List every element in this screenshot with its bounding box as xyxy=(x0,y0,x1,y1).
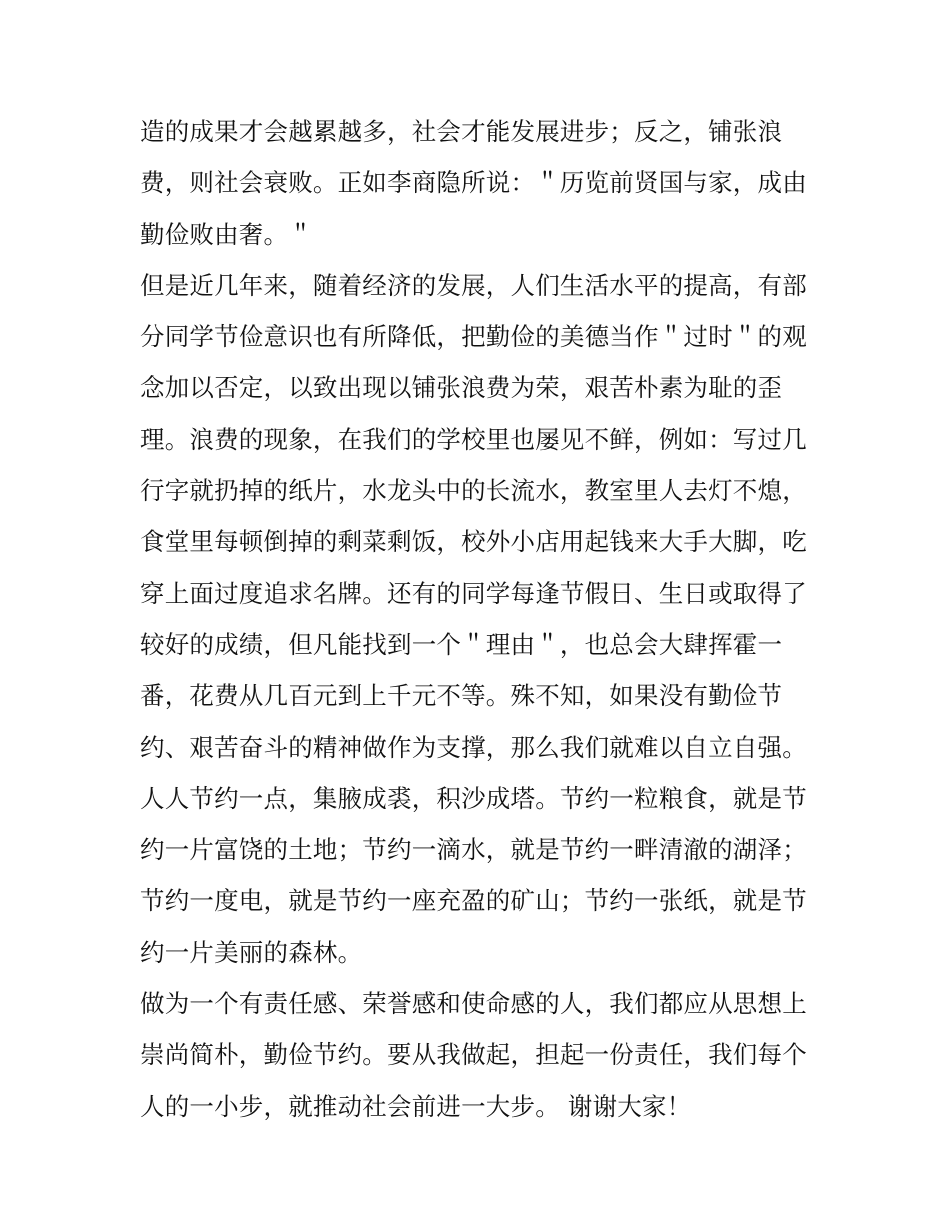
text-line: 勤俭败由奢。＂ xyxy=(140,219,313,249)
text-line: 理。浪费的现象，在我们的学校里也屡见不鲜，例如：写过几 xyxy=(140,424,807,454)
text-line: 约、艰苦奋斗的精神做作为支撑，那么我们就难以自立自强。 xyxy=(140,732,807,762)
text-line: 较好的成绩，但凡能找到一个＂理由＂，也总会大肆挥霍一 xyxy=(140,629,783,659)
text-line: 做为一个有责任感、荣誉感和使命感的人，我们都应从思想上 xyxy=(140,989,807,1019)
text-line: 念加以否定，以致出现以铺张浪费为荣，艰苦朴素为耻的歪 xyxy=(140,373,783,403)
text-line: 约一片富饶的土地；节约一滴水，就是节约一畔清澈的湖泽； xyxy=(140,835,807,865)
text-line: 约一片美丽的森林。 xyxy=(140,937,363,967)
text-line: 分同学节俭意识也有所降低，把勤俭的美德当作＂过时＂的观 xyxy=(140,322,807,352)
text-line: 番，花费从几百元到上千元不等。殊不知，如果没有勤俭节 xyxy=(140,681,783,711)
text-line: 人人节约一点，集腋成裘，积沙成塔。节约一粒粮食，就是节 xyxy=(140,783,807,813)
text-line: 人的一小步，就推动社会前进一大步。 谢谢大家！ xyxy=(140,1091,692,1121)
text-line: 食堂里每顿倒掉的剩菜剩饭，校外小店用起钱来大手大脚，吃 xyxy=(140,527,807,557)
text-line: 行字就扔掉的纸片，水龙头中的长流水，教室里人去灯不熄， xyxy=(140,476,807,506)
text-line: 但是近几年来，随着经济的发展，人们生活水平的提高，有部 xyxy=(140,270,807,300)
document-body xyxy=(140,106,820,1132)
text-line: 费，则社会衰败。正如李商隐所说：＂历览前贤国与家，成由 xyxy=(140,168,807,198)
text-line: 崇尚简朴，勤俭节约。要从我做起，担起一份责任，我们每个 xyxy=(140,1040,807,1070)
text-line: 穿上面过度追求名牌。还有的同学每逢节假日、生日或取得了 xyxy=(140,578,807,608)
text-line: 节约一度电，就是节约一座充盈的矿山；节约一张纸，就是节 xyxy=(140,886,807,916)
text-line: 造的成果才会越累越多，社会才能发展进步；反之，铺张浪 xyxy=(140,117,783,146)
